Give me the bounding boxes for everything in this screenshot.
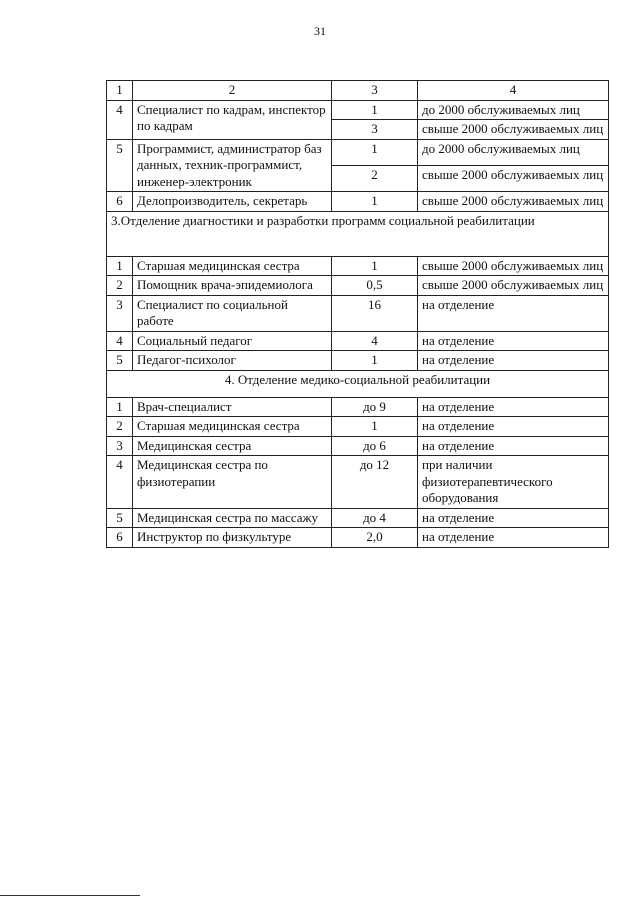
- position-name: Программист, администратор баз данных, техник-программист, инженер-электроник: [133, 139, 332, 192]
- table-row: [107, 276, 609, 296]
- table-row: [107, 256, 609, 276]
- position-name: Делопроизводитель, секретарь: [133, 192, 332, 212]
- staffing-basis: на отделение: [418, 397, 609, 417]
- row-number: 4: [107, 456, 133, 509]
- table-row: [107, 139, 609, 165]
- position-name: Медицинская сестра: [133, 436, 332, 456]
- row-number: 5: [107, 508, 133, 528]
- staffing-basis: свыше 2000 обслуживаемых лиц: [418, 192, 609, 212]
- header-col-3: 3: [332, 81, 418, 101]
- section-row: [107, 211, 609, 256]
- header-col-1: 1: [107, 81, 133, 101]
- row-number: 6: [107, 528, 133, 548]
- staff-quantity: 1: [332, 351, 418, 371]
- staffing-basis: на отделение: [418, 528, 609, 548]
- staff-quantity: 4: [332, 331, 418, 351]
- header-col-4: 4: [418, 81, 609, 101]
- footnote-rule: [0, 895, 140, 896]
- row-number: 4: [107, 100, 133, 139]
- staff-quantity: до 12: [332, 456, 418, 509]
- table-row: [107, 508, 609, 528]
- table-row: [107, 331, 609, 351]
- table-row: [107, 192, 609, 212]
- table-row: [107, 417, 609, 437]
- staff-quantity: 16: [332, 295, 418, 331]
- row-number: 2: [107, 276, 133, 296]
- staff-quantity: 2,0: [332, 528, 418, 548]
- staff-quantity: 1: [332, 192, 418, 212]
- staff-quantity: 2: [332, 165, 418, 191]
- staff-quantity: 3: [332, 120, 418, 140]
- row-number: 5: [107, 351, 133, 371]
- position-name: Специалист по социальной работе: [133, 295, 332, 331]
- staffing-basis: на отделение: [418, 436, 609, 456]
- table-body: [107, 100, 609, 547]
- table-row: [107, 436, 609, 456]
- row-number: 1: [107, 397, 133, 417]
- section-title: 4. Отделение медико-социальной реабилитации: [107, 370, 609, 397]
- row-number: 6: [107, 192, 133, 212]
- position-name: Помощник врача-эпидемиолога: [133, 276, 332, 296]
- row-number: 3: [107, 436, 133, 456]
- staff-quantity: 0,5: [332, 276, 418, 296]
- table-row: [107, 351, 609, 371]
- table-row: [107, 100, 609, 120]
- staff-quantity: до 4: [332, 508, 418, 528]
- staffing-basis: на отделение: [418, 351, 609, 371]
- header-row: [107, 81, 609, 101]
- row-number: 3: [107, 295, 133, 331]
- row-number: 1: [107, 256, 133, 276]
- position-name: Старшая медицинская сестра: [133, 256, 332, 276]
- position-name: Медицинская сестра по физиотерапии: [133, 456, 332, 509]
- row-number: 5: [107, 139, 133, 192]
- page-number: 31: [314, 24, 326, 38]
- staffing-basis: до 2000 обслуживаемых лиц: [418, 100, 609, 120]
- position-name: Социальный педагог: [133, 331, 332, 351]
- staffing-basis: на отделение: [418, 295, 609, 331]
- staff-quantity: 1: [332, 417, 418, 437]
- staffing-basis: свыше 2000 обслуживаемых лиц: [418, 120, 609, 140]
- staff-quantity: 1: [332, 100, 418, 120]
- table-row: [107, 295, 609, 331]
- staffing-table: [106, 80, 609, 548]
- staffing-basis: свыше 2000 обслуживаемых лиц: [418, 165, 609, 191]
- staffing-basis: свыше 2000 обслуживаемых лиц: [418, 276, 609, 296]
- staff-quantity: 1: [332, 139, 418, 165]
- position-name: Старшая медицинская сестра: [133, 417, 332, 437]
- staffing-basis: на отделение: [418, 508, 609, 528]
- position-name: Медицинская сестра по массажу: [133, 508, 332, 528]
- staffing-basis: на отделение: [418, 331, 609, 351]
- position-name: Инструктор по физкультуре: [133, 528, 332, 548]
- staff-quantity: до 6: [332, 436, 418, 456]
- table-row: [107, 456, 609, 509]
- row-number: 2: [107, 417, 133, 437]
- section-row: [107, 370, 609, 397]
- table-row: [107, 397, 609, 417]
- position-name: Специалист по кадрам, инспектор по кадрам: [133, 100, 332, 139]
- section-title: 3.Отделение диагностики и разработки программ социальной реабилитации: [107, 211, 609, 256]
- staffing-basis: до 2000 обслуживаемых лиц: [418, 139, 609, 165]
- row-number: 4: [107, 331, 133, 351]
- staffing-basis: на отделение: [418, 417, 609, 437]
- position-name: Врач-специалист: [133, 397, 332, 417]
- staffing-basis: при наличии физиотерапевтического оборудования: [418, 456, 609, 509]
- header-col-2: 2: [133, 81, 332, 101]
- staffing-basis: свыше 2000 обслуживаемых лиц: [418, 256, 609, 276]
- table-row: [107, 528, 609, 548]
- staff-quantity: до 9: [332, 397, 418, 417]
- position-name: Педагог-психолог: [133, 351, 332, 371]
- staff-quantity: 1: [332, 256, 418, 276]
